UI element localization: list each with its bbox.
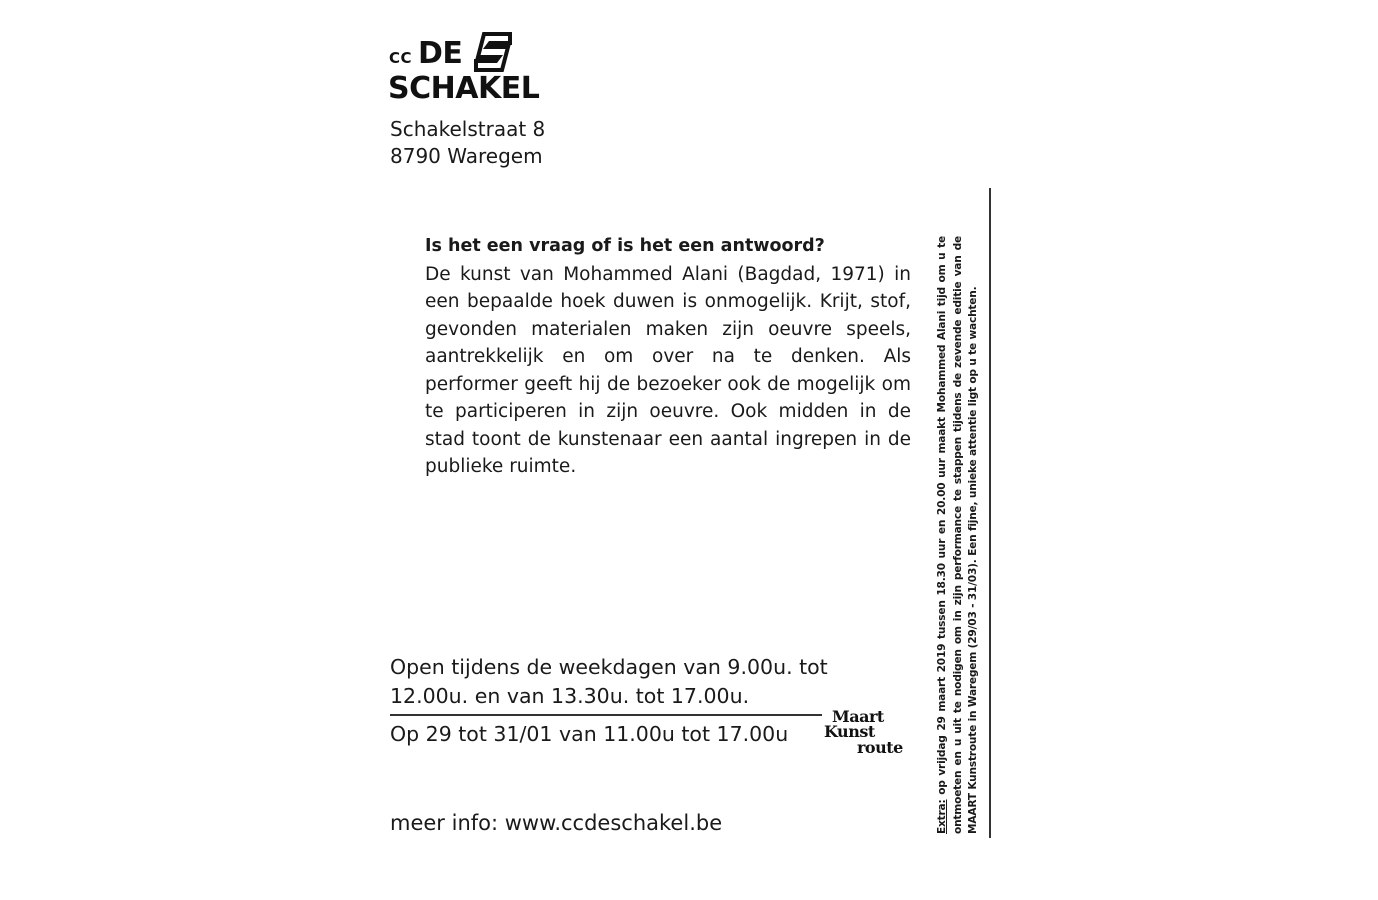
opening-hours-weekdays: Open tijdens de weekdagen van 9.00u. tot 12.00u. en van 13.30u. tot 17.00u. [390,655,828,708]
opening-hours-special: Op 29 tot 31/01 van 11.00u tot 17.00u [390,721,789,746]
logo-de-text: DE [418,36,463,71]
cc-de-schakel-logo [388,30,558,108]
mk-logo-line2: Kunst [824,722,875,741]
address-block [390,116,545,170]
mk-logo-line3: route [857,738,903,757]
opening-hours [390,653,830,749]
hours-divider [390,714,822,716]
extra-note-container [935,236,983,834]
schakel-s-logo-icon [472,32,514,72]
mk-logo-line1: Maart [832,707,884,726]
address-street: Schakelstraat 8 [390,117,546,141]
article-block [425,233,911,481]
vertical-divider [989,188,991,838]
extra-note-text: op vrijdag 29 maart 2019 tussen 18.30 uur en 20.00 uur maakt Mohammed Alani tijd om u te ontmoeten en u uit te nodigen om in zijn performance te stappen tijdens de zevende editie van de MAART Kunstroute in Waregem (29/03 - 31/03). Een fijne, unieke attentie ligt op u te wachten. [936,236,980,834]
extra-note-label: Extra: [936,799,948,834]
article-body: De kunst van Mohammed Alani (Bagdad, 1971) in een bepaalde hoek duwen is onmogelijk. Krijt, stof, gevonden materialen maken zijn oeuvre speels, aantrekkelijk en om over na te denken. Als performer geeft hij de bezoeker ook de mogelijk om te participeren in zijn oeuvre. Ook midden in de stad toont de kunstenaar een aantal ingrepen in de publieke ruimte. [425,263,911,477]
article-question: Is het een vraag of is het een antwoord? [425,236,825,256]
extra-note [935,236,983,834]
logo-schakel-text: SCHAKEL [388,71,540,106]
maart-kunstroute-logo [824,708,916,762]
logo-cc-text: CC [389,49,413,67]
more-info-link-text: meer info: www.ccdeschakel.be [390,811,723,835]
address-city: 8790 Waregem [390,144,543,168]
